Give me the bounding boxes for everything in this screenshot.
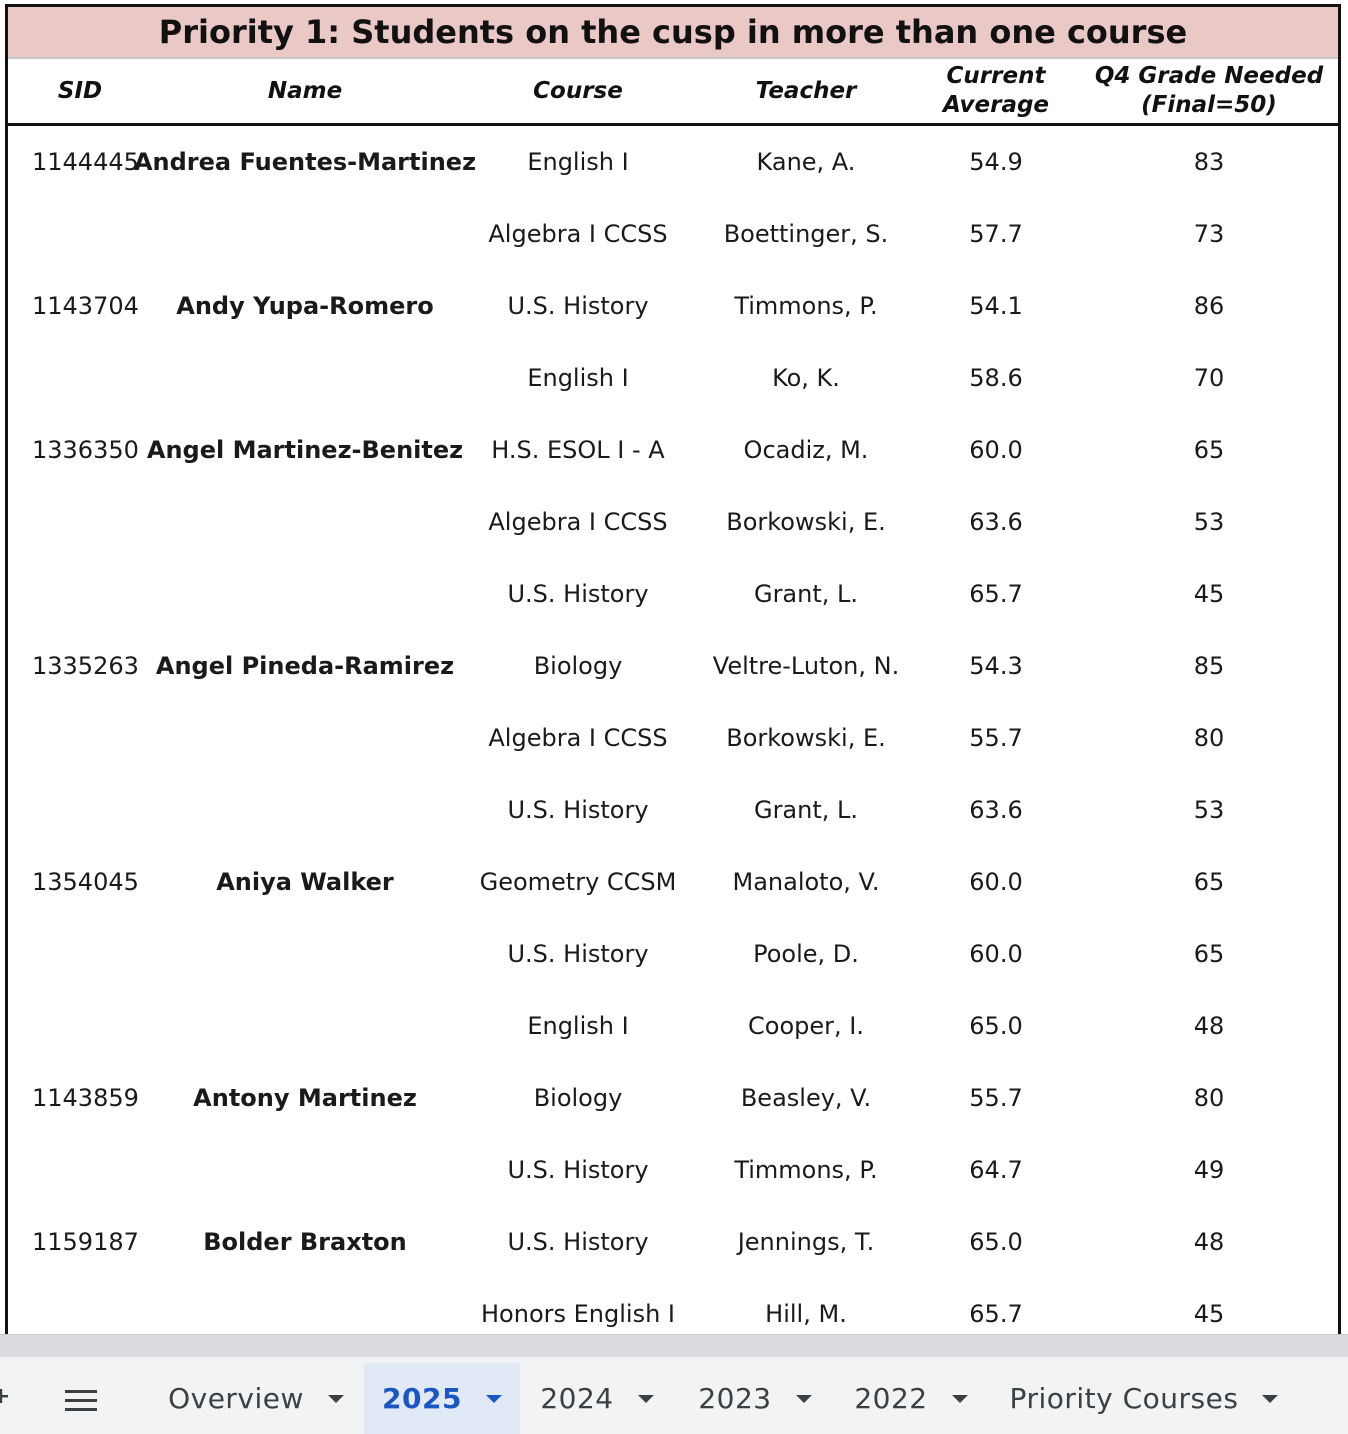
cell-teacher[interactable]: Veltre-Luton, N.	[712, 652, 900, 680]
table-row	[8, 1134, 1338, 1206]
tab-2025[interactable]	[364, 1363, 520, 1434]
cell-sid[interactable]: 1143704	[32, 292, 139, 320]
cell-teacher[interactable]: Beasley, V.	[740, 1084, 872, 1112]
cell-course[interactable]: Biology	[533, 652, 623, 680]
table-row	[8, 630, 1338, 702]
cell-course[interactable]: U.S. History	[507, 796, 649, 824]
cell-teacher[interactable]: Kane, A.	[756, 148, 856, 176]
table-row	[8, 1206, 1338, 1278]
cell-sid[interactable]	[10, 702, 150, 774]
cell-sid[interactable]	[10, 198, 150, 270]
cell-current-average[interactable]: 57.7	[969, 220, 1023, 248]
tab-priority-courses[interactable]	[994, 1363, 1294, 1434]
cell-course[interactable]: U.S. History	[507, 580, 649, 608]
cell-teacher[interactable]: Jennings, T.	[737, 1228, 875, 1256]
cell-current-average[interactable]: 63.6	[969, 796, 1023, 824]
cell-teacher[interactable]: Hill, M.	[765, 1300, 847, 1328]
cell-sid[interactable]	[10, 558, 150, 630]
caret-down-icon	[796, 1395, 812, 1403]
cell-student-name[interactable]: Aniya Walker	[216, 868, 394, 896]
header-sid[interactable]: SID	[57, 77, 103, 104]
table-row	[8, 846, 1338, 918]
table-title[interactable]: Priority 1: Students on the cusp in more than one course	[8, 7, 1338, 59]
cell-course[interactable]: English I	[527, 1012, 629, 1040]
table-row	[8, 1278, 1338, 1334]
table-row	[8, 270, 1338, 342]
header-name[interactable]: Name	[267, 77, 343, 104]
cell-teacher[interactable]: Manaloto, V.	[732, 868, 880, 896]
header-course[interactable]: Course	[533, 77, 623, 104]
cell-sid[interactable]	[10, 774, 150, 846]
cell-course[interactable]: Honors English I	[481, 1300, 675, 1328]
cell-teacher[interactable]: Ocadiz, M.	[743, 436, 869, 464]
table-row	[8, 414, 1338, 486]
table-row	[8, 486, 1338, 558]
cell-student-name[interactable]: Antony Martinez	[193, 1084, 417, 1112]
cell-current-average[interactable]: 54.9	[969, 148, 1023, 176]
cell-student-name[interactable]: Angel Martinez-Benitez	[146, 436, 464, 464]
cell-teacher[interactable]: Timmons, P.	[734, 1156, 878, 1184]
cell-student-name[interactable]	[150, 1134, 460, 1206]
cell-q4-grade-needed[interactable]: 65	[1193, 436, 1225, 464]
cell-sid[interactable]	[10, 342, 150, 414]
cell-sid[interactable]: 1144445	[32, 148, 139, 176]
tab-2022[interactable]	[836, 1363, 986, 1434]
cell-course[interactable]: H.S. ESOL I - A	[491, 436, 665, 464]
tab-label: 2025	[382, 1382, 462, 1415]
tab-label: 2024	[540, 1382, 614, 1415]
caret-down-icon	[952, 1395, 968, 1403]
cell-sid[interactable]: 1336350	[32, 436, 139, 464]
cell-teacher[interactable]: Grant, L.	[753, 580, 859, 608]
cell-teacher[interactable]: Borkowski, E.	[726, 724, 886, 752]
cell-sid[interactable]: 1335263	[32, 652, 139, 680]
cell-sid[interactable]: 1159187	[32, 1228, 139, 1256]
cell-sid[interactable]	[10, 918, 150, 990]
header-row	[8, 59, 1338, 126]
table-row	[8, 126, 1338, 198]
cell-sid[interactable]	[10, 486, 150, 558]
cell-current-average[interactable]: 64.7	[969, 1156, 1023, 1184]
cell-student-name[interactable]	[150, 1278, 460, 1334]
cell-teacher[interactable]: Borkowski, E.	[726, 508, 886, 536]
horizontal-scrollbar[interactable]	[0, 1334, 1348, 1357]
cell-current-average[interactable]: 65.0	[969, 1228, 1023, 1256]
header-current-average[interactable]: Current Average	[942, 63, 1050, 118]
tab-overview[interactable]	[150, 1363, 362, 1434]
cell-teacher[interactable]: Timmons, P.	[734, 292, 878, 320]
cell-q4-grade-needed[interactable]: 86	[1193, 292, 1225, 320]
cell-current-average[interactable]: 63.6	[969, 508, 1023, 536]
caret-down-icon	[1262, 1395, 1278, 1403]
cell-q4-grade-needed[interactable]: 49	[1193, 1156, 1225, 1184]
cell-course[interactable]: Algebra I CCSS	[488, 220, 668, 248]
cell-q4-grade-needed[interactable]: 65	[1193, 868, 1225, 896]
cell-q4-grade-needed[interactable]: 48	[1193, 1228, 1225, 1256]
cell-current-average[interactable]: 65.7	[969, 580, 1023, 608]
tab-label: Priority Courses	[1009, 1382, 1239, 1415]
cell-sid[interactable]	[10, 990, 150, 1062]
cell-q4-grade-needed[interactable]: 65	[1193, 940, 1225, 968]
cell-current-average[interactable]: 60.0	[969, 436, 1023, 464]
cell-teacher[interactable]: Ko, K.	[772, 364, 840, 392]
cell-student-name[interactable]: Angel Pineda-Ramirez	[155, 652, 455, 680]
tab-label: 2023	[698, 1382, 772, 1415]
cell-course[interactable]: U.S. History	[507, 940, 649, 968]
table-row	[8, 990, 1338, 1062]
table-row	[8, 774, 1338, 846]
tab-2024[interactable]	[522, 1363, 672, 1434]
cell-course[interactable]: Algebra I CCSS	[488, 724, 668, 752]
cell-current-average[interactable]: 55.7	[969, 1084, 1023, 1112]
plus-icon[interactable]	[0, 1388, 10, 1404]
cell-q4-grade-needed[interactable]: 45	[1193, 580, 1225, 608]
cell-q4-grade-needed[interactable]: 48	[1193, 1012, 1225, 1040]
cell-q4-grade-needed[interactable]: 70	[1193, 364, 1225, 392]
cell-student-name[interactable]	[150, 918, 460, 990]
tab-label: Overview	[168, 1382, 304, 1415]
cell-student-name[interactable]: Bolder Braxton	[203, 1228, 407, 1256]
cell-q4-grade-needed[interactable]: 85	[1193, 652, 1225, 680]
cell-q4-grade-needed[interactable]: 53	[1193, 508, 1225, 536]
cell-student-name[interactable]	[150, 486, 460, 558]
cell-student-name[interactable]	[150, 990, 460, 1062]
cell-current-average[interactable]: 58.6	[969, 364, 1023, 392]
cell-current-average[interactable]: 54.3	[969, 652, 1023, 680]
header-q4-grade-needed[interactable]: Q4 Grade Needed (Final=50)	[1094, 63, 1324, 118]
cell-current-average[interactable]: 60.0	[969, 940, 1023, 968]
cell-course[interactable]: U.S. History	[507, 1156, 649, 1184]
cell-sid[interactable]: 1143859	[32, 1084, 139, 1112]
cell-course[interactable]: Algebra I CCSS	[488, 508, 668, 536]
tab-2023[interactable]	[680, 1363, 830, 1434]
cell-current-average[interactable]: 65.7	[969, 1300, 1023, 1328]
cell-student-name[interactable]	[150, 702, 460, 774]
cell-teacher[interactable]: Cooper, I.	[748, 1012, 864, 1040]
caret-down-icon	[328, 1395, 344, 1403]
cell-q4-grade-needed[interactable]: 80	[1193, 724, 1225, 752]
tab-label: 2022	[854, 1382, 928, 1415]
cell-current-average[interactable]: 60.0	[969, 868, 1023, 896]
cell-teacher[interactable]: Poole, D.	[753, 940, 859, 968]
table-row	[8, 918, 1338, 990]
cell-student-name[interactable]: Andy Yupa-Romero	[176, 292, 434, 320]
table-row	[8, 558, 1338, 630]
cell-sid[interactable]	[10, 1134, 150, 1206]
table-row	[8, 1062, 1338, 1134]
cell-q4-grade-needed[interactable]: 53	[1193, 796, 1225, 824]
sheet-tab-bar	[0, 1357, 1348, 1434]
cell-teacher[interactable]: Boettinger, S.	[723, 220, 889, 248]
cell-student-name[interactable]	[150, 774, 460, 846]
cell-current-average[interactable]: 55.7	[969, 724, 1023, 752]
cell-teacher[interactable]: Grant, L.	[753, 796, 859, 824]
cell-course[interactable]: English I	[527, 364, 629, 392]
cell-sid[interactable]	[10, 1278, 150, 1334]
cell-current-average[interactable]: 54.1	[969, 292, 1023, 320]
cell-course[interactable]: Geometry CCSM	[479, 868, 677, 896]
caret-down-icon	[486, 1395, 502, 1403]
cell-student-name[interactable]	[150, 342, 460, 414]
caret-down-icon	[638, 1395, 654, 1403]
cell-q4-grade-needed[interactable]: 80	[1193, 1084, 1225, 1112]
cell-course[interactable]: Biology	[533, 1084, 623, 1112]
cell-current-average[interactable]: 65.0	[969, 1012, 1023, 1040]
header-teacher[interactable]: Teacher	[755, 77, 857, 104]
cell-sid[interactable]: 1354045	[32, 868, 139, 896]
cell-student-name[interactable]	[150, 558, 460, 630]
cell-q4-grade-needed[interactable]: 83	[1193, 148, 1225, 176]
cell-q4-grade-needed[interactable]: 73	[1193, 220, 1225, 248]
cell-course[interactable]: U.S. History	[507, 292, 649, 320]
cell-q4-grade-needed[interactable]: 45	[1193, 1300, 1225, 1328]
menu-icon[interactable]	[65, 1389, 97, 1413]
cell-course[interactable]: English I	[527, 148, 629, 176]
table-row	[8, 198, 1338, 270]
cell-course[interactable]: U.S. History	[507, 1228, 649, 1256]
table-row	[8, 702, 1338, 774]
cell-student-name[interactable]: Andrea Fuentes-Martinez	[133, 148, 477, 176]
table-row	[8, 342, 1338, 414]
priority-table	[5, 4, 1341, 1334]
cell-student-name[interactable]	[150, 198, 460, 270]
